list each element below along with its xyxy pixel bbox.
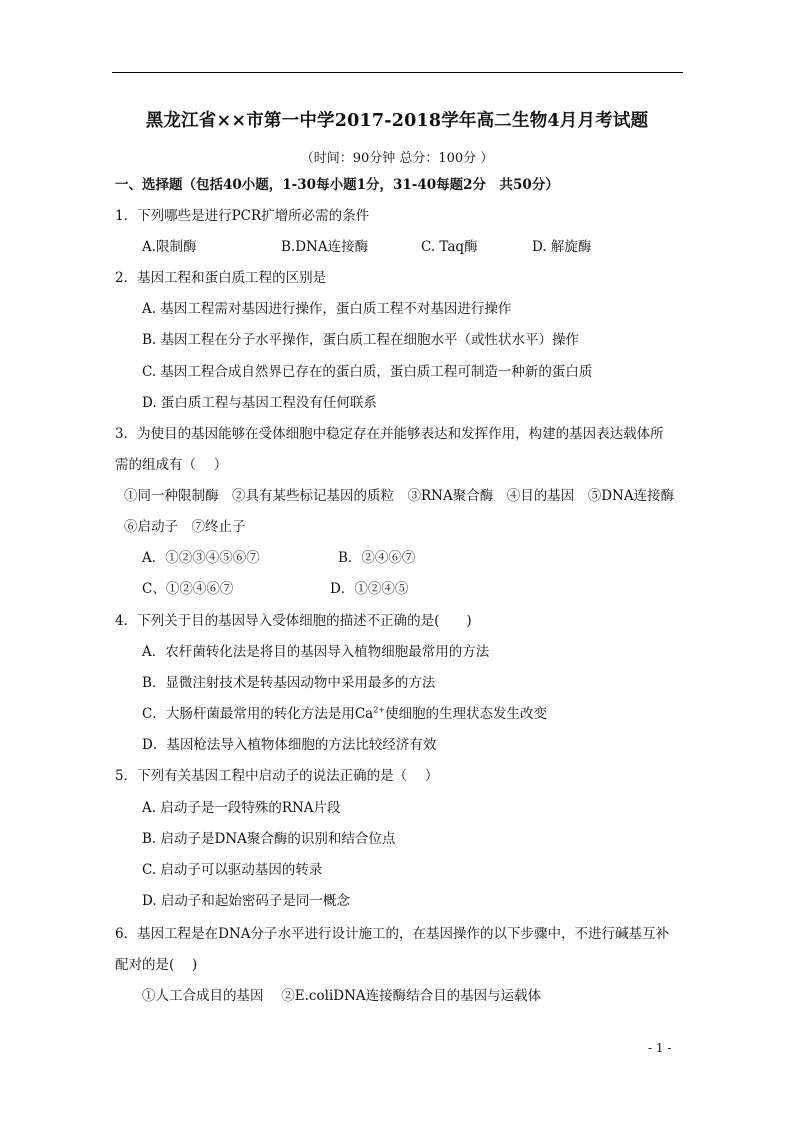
- q6-items-line1: ①人工合成目的基因 ②E.coliDNA连接酶结合目的基因与运载体: [142, 988, 542, 1004]
- exam-subtitle: （时间：90分钟 总分：100分 ）: [300, 151, 494, 166]
- q4-option-c-text-end: 使细胞的生理状态发生改变: [385, 706, 548, 722]
- q6-stem-line1: 6．基因工程是在DNA分子水平进行设计施工的，在基因操作的以下步骤中，不进行碱基互补: [115, 926, 669, 942]
- exam-title: 黑龙江省××市第一中学2017-2018学年高二生物4月月考试题: [145, 111, 649, 131]
- q2-option-a: A. 基因工程需对基因进行操作，蛋白质工程不对基因进行操作: [142, 301, 512, 317]
- q1-option-b: B.DNA连接酶: [281, 239, 369, 255]
- q5-option-b: B. 启动子是DNA聚合酶的识别和结合位点: [142, 831, 396, 847]
- q4-option-d: D．基因枪法导入植物体细胞的方法比较经济有效: [142, 737, 437, 753]
- q5-stem: 5．下列有关基因工程中启动子的说法正确的是（ ）: [115, 768, 439, 784]
- q1-option-c: C. Taq酶: [421, 239, 478, 255]
- q3-stem-line1: 3．为使目的基因能够在受体细胞中稳定存在并能够表达和发挥作用，构建的基因表达载体所: [115, 426, 664, 442]
- q5-option-c: C. 启动子可以驱动基因的转录: [142, 862, 323, 878]
- q1-option-d: D. 解旋酶: [532, 239, 592, 255]
- q3-option-d: D．①②④⑤: [330, 581, 409, 597]
- q6-stem-line2: 配对的是( ): [115, 957, 198, 973]
- q3-items-line1: ①同一种限制酶 ②具有某些标记基因的质粒 ③RNA聚合酶 ④目的基因 ⑤DNA连接酶: [124, 488, 675, 504]
- page-number: - 1 -: [648, 1041, 672, 1055]
- q4-option-c: [142, 705, 547, 723]
- q5-option-d: D. 启动子和起始密码子是同一概念: [142, 893, 350, 909]
- q3-option-a: A．①②③④⑤⑥⑦: [142, 550, 260, 566]
- q3-option-c: C、①②④⑥⑦: [142, 581, 234, 597]
- q3-items-line2: ⑥启动子 ⑦终止子: [124, 519, 246, 535]
- q1-stem: 1．下列哪些是进行PCR扩增所必需的条件: [115, 208, 370, 224]
- q2-option-b: B. 基因工程在分子水平操作，蛋白质工程在细胞水平（或性状水平）操作: [142, 332, 580, 348]
- q4-option-c-superscript: 2+: [373, 705, 386, 715]
- q4-stem: 4．下列关于目的基因导入受体细胞的描述不正确的是( ): [115, 613, 472, 629]
- q2-stem: 2．基因工程和蛋白质工程的区别是: [115, 270, 327, 286]
- q1-option-a: A.限制酶: [142, 239, 197, 255]
- q3-stem-line2: 需的组成有（ ）: [115, 457, 228, 473]
- q4-option-a: A．农杆菌转化法是将目的基因导入植物细胞最常用的方法: [142, 644, 490, 660]
- q2-option-d: D. 蛋白质工程与基因工程没有任何联系: [142, 395, 377, 411]
- q4-option-c-text: C．大肠杆菌最常用的转化方法是用Ca: [142, 706, 374, 722]
- header-rule: [112, 72, 683, 73]
- q3-option-b: B．②④⑥⑦: [338, 550, 416, 566]
- q2-option-c: C. 基因工程合成自然界已存在的蛋白质，蛋白质工程可制造一种新的蛋白质: [142, 364, 593, 380]
- q4-option-b: B．显微注射技术是转基因动物中采用最多的方法: [142, 675, 436, 691]
- section-heading: 一、选择题（包括40小题，1-30每小题1分，31-40每题2分 共50分）: [115, 177, 559, 193]
- q5-option-a: A. 启动子是一段特殊的RNA片段: [142, 800, 341, 816]
